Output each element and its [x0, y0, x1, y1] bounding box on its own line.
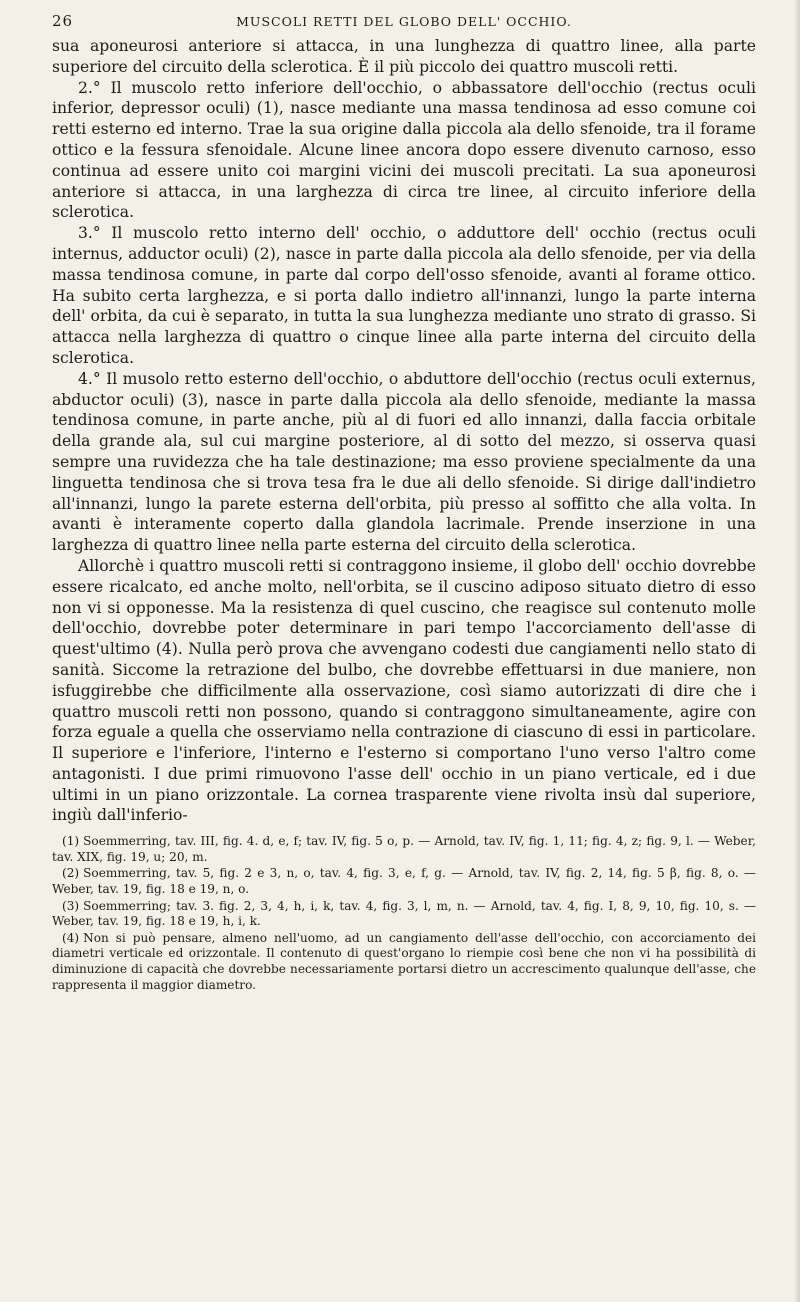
footnote-text: Soemmerring, tav. III, fig. 4. d, e, f; tav. IV, fig. 5 o, p. — Arnold, tav. IV, fig. 1, 11; fig. 4, z; fig. 9, l. — Weber, tav. XIX, fig. 19, u; 20, m. [52, 834, 756, 864]
paragraph-retto-inferiore: 2.° Il muscolo retto inferiore dell'occhio, o abbassatore dell'occhio (rectus oculi inferior, depressor oculi) (1), nasce mediante una massa tendinosa ad esso comune coi retti esterno ed interno. Trae la sua origine dalla piccola ala dello sfenoide, tra il forame ottico e la fessura sfenoidale. Alcune linee ancora dopo essere divenuto carnoso, esso continua ad essere unito coi margini vicini dei muscoli precitati. La sua aponeurosi anteriore si attacca, in una larghezza di circa tre linee, al circuito inferiore della sclerotica. [52, 78, 756, 222]
footnote [52, 834, 756, 865]
footnotes [52, 834, 756, 993]
footnote-mark: (1) [62, 834, 80, 849]
page-number: 26 [52, 12, 74, 30]
page-header [52, 6, 756, 30]
body-text [52, 36, 756, 826]
running-title: MUSCOLI RETTI DEL GLOBO DELL' OCCHIO. [236, 14, 572, 29]
footnote-mark: (4) [62, 930, 80, 945]
paragraph-retto-esterno: 4.° Il musolo retto esterno dell'occhio, o abduttore dell'occhio (rectus oculi externus, abductor oculi) (3), nasce in parte dalla piccola ala dello sfenoide, mediante la massa tendinosa comune, in parte anche, più al di fuori ed allo innanzi, dalla faccia orbitale della grande ala, sul cui margine posteriore, al di sotto del mezzo, si osserva quasi sempre una ruvidezza che ha tale destinazione; ma esso proviene specialmente da una linguetta tendinosa che si trova tesa fra le due ali dello sfenoide. Si dirige dall'indietro all'innanzi, lungo la parete esterna dell'orbita, più presso al soffitto che alla volta. In avanti è interamente coperto dalla glandola lacrimale. Prende inserzione in una larghezza di quattro linee nella parte esterna del circuito della sclerotica. [52, 369, 756, 555]
paragraph-contrazione: Allorchè i quattro muscoli retti si contraggono insieme, il globo dell' occhio dovrebbe essere ricalcato, ed anche molto, nell'orbita, se il cuscino adiposo situato dietro di esso non vi si opponesse. Ma la resistenza di quel cuscino, che reagisce sul contenuto molle dell'occhio, dovrebbe poter determinare in pari tempo l'accorciamento dell'asse di quest'ultimo (4). Nulla però prova che avvengano codesti due cangiamenti nello stato di sanità. Siccome la retrazione del bulbo, che dovrebbe effettuarsi in due maniere, non isfuggirebbe che difficilmente alla osservazione, così siamo autorizzati di dire che i quattro muscoli retti non possono, quando si contraggono simultaneamente, agire con forza eguale a quella che osserviamo nella contrazione di ciascuno di essi in particolare. Il superiore e l'inferiore, l'interno e l'esterno si comportano l'uno verso l'altro come antagonisti. I due primi rimuovono l'asse dell' occhio in un piano verticale, ed i due ultimi in un piano orizzontale. La cornea trasparente viene rivolta insù dal superiore, ingiù dall'inferio- [52, 556, 756, 825]
footnote-text: Soemmerring; tav. 3. fig. 2, 3, 4, h, i, k, tav. 4, fig. 3, l, m, n. — Arnold, tav. 4, fig. I, 8, 9, 10, fig. 10, s. — Weber, tav. 19, fig. 18 e 19, h, i, k. [52, 898, 756, 929]
paragraph-continuation: sua aponeurosi anteriore si attacca, in una lunghezza di quattro linee, alla parte superiore del circuito della sclerotica. È il più piccolo dei quattro muscoli retti. [52, 37, 756, 76]
footnote-mark: (3) [62, 898, 80, 913]
footnote [52, 866, 756, 897]
paragraph-retto-interno: 3.° Il muscolo retto interno dell' occhio, o adduttore dell' occhio (rectus oculi internus, adductor oculi) (2), nasce in parte dalla piccola ala dello sfenoide, per via della massa tendinosa comune, in parte dal corpo dell'osso sfenoide, avanti al forame ottico. Ha subito certa larghezza, e si porta dallo indietro all'innanzi, lungo la parte interna dell' orbita, da cui è separato, in tutta la sua lunghezza mediante uno strato di grasso. Si attacca nella larghezza di quattro o cinque linee alla parte interna del circuito della sclerotica. [52, 224, 756, 367]
footnote [52, 899, 756, 930]
footnote [52, 931, 756, 993]
page-edge-shadow [794, 0, 800, 1302]
footnote-text: Non si può pensare, almeno nell'uomo, ad un cangiamento dell'asse dell'occhio, con accorciamento dei diametri verticale ed orizzontale. Il contenuto di quest'organo lo riempie così bene che non vi ha possibilità di diminuzione di capacità che dovrebbe necessariamente portarsi dietro un accrescimento qualunque dell'asse, che rappresenta il maggior diametro. [52, 930, 756, 992]
footnote-mark: (2) [62, 866, 80, 881]
footnote-text: Soemmerring, tav. 5, fig. 2 e 3, n, o, tav. 4, fig. 3, e, f, g. — Arnold, tav. IV, fig. 2, 14, fig. 5 β, fig. 8, o. — Weber, tav. 19, fig. 18 e 19, n, o. [52, 866, 756, 897]
